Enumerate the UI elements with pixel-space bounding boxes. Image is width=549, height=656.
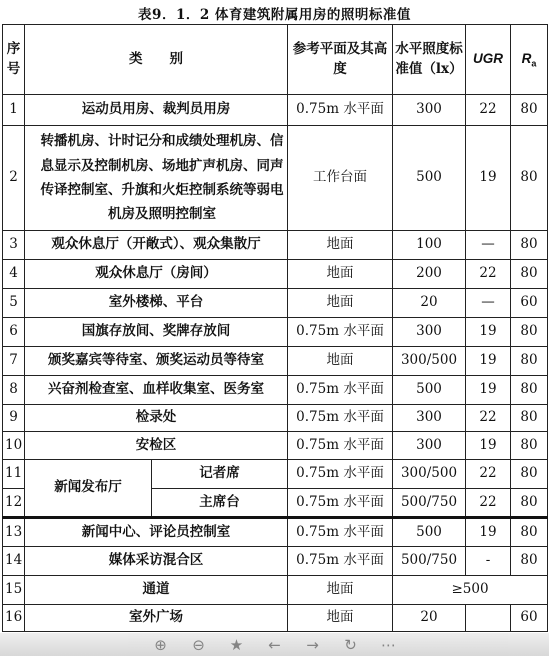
more-icon[interactable]: ⋯ (381, 635, 396, 654)
table-row: 4 观众休息厅（房间） 地面 200 22 80 (3, 260, 548, 289)
illumination-standards-table (2, 24, 548, 632)
header-category: 类 别 (25, 25, 288, 95)
table-row: 14 媒体采访混合区 0.75m 水平面 500/750 - 80 (3, 547, 548, 576)
group-press-hall: 新闻发布厅 (25, 460, 152, 518)
table-title: 表9．1．2 体育建筑附属用房的照明标准值 (138, 7, 411, 23)
table-row: 5 室外楼梯、平台 地面 20 — 60 (3, 289, 548, 318)
header-seq: 序号 (3, 25, 25, 95)
table-row: 6 国旗存放间、奖牌存放间 0.75m 水平面 300 19 80 (3, 318, 548, 347)
header-ugr: UGR (466, 25, 511, 95)
header-plane: 参考平面及其高度 (288, 25, 393, 95)
table-row: 12 主席台 0.75m 水平面 500/750 22 80 (3, 489, 548, 518)
star-icon[interactable]: ★ (229, 635, 244, 654)
header-illuminance: 水平照度标准值（lx） (393, 25, 466, 95)
table-row: 15 通道 地面 ≥500 (3, 576, 548, 605)
viewer-toolbar (0, 633, 549, 656)
zoom-out-icon[interactable]: ⊖ (192, 635, 205, 654)
table-row: 1 运动员用房、裁判员用房 0.75m 水平面 300 22 80 (3, 95, 548, 126)
arrow-left-icon[interactable]: ← (268, 635, 281, 654)
table-row: 8 兴奋剂检查室、血样收集室、医务室 0.75m 水平面 500 19 80 (3, 376, 548, 405)
table-row: 3 观众休息厅（开敞式）、观众集散厅 地面 100 — 80 (3, 231, 548, 260)
rotate-icon[interactable]: ↻ (344, 635, 357, 654)
table-row: 16 室外广场 地面 20 60 (3, 605, 548, 632)
table-row: 10 安检区 0.75m 水平面 300 19 80 (3, 432, 548, 460)
header-ra: $R_a$ (511, 25, 548, 95)
table-row: 2 转播机房、计时记分和成绩处理机房、信息显示及控制机房、场地扩声机房、同声传译控制室、升旗和火炬控制系统等弱电机房及照明控制室 工作台面 500 19 80 (3, 126, 548, 231)
table-row: 9 检录处 0.75m 水平面 300 22 80 (3, 405, 548, 432)
zoom-in-icon[interactable]: ⊕ (154, 635, 167, 654)
table-row: 13 新闻中心、评论员控制室 0.75m 水平面 500 19 80 (3, 518, 548, 547)
arrow-right-icon[interactable]: → (306, 635, 319, 654)
table-row: 7 颁奖嘉宾等待室、颁奖运动员等待室 地面 300/500 19 80 (3, 347, 548, 376)
table-row: 11 新闻发布厅 记者席 0.75m 水平面 300/500 22 80 (3, 460, 548, 489)
